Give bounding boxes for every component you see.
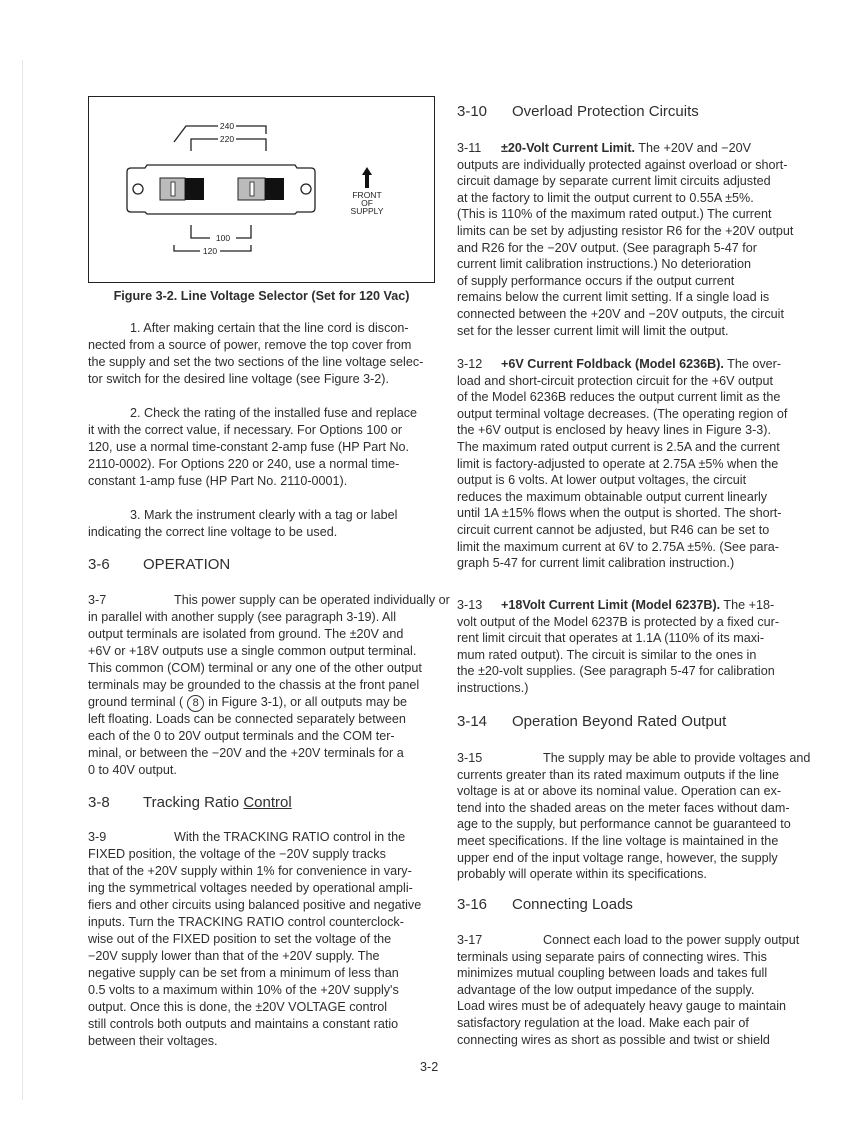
bracket-100-right xyxy=(236,225,251,238)
paragraph-line xyxy=(88,914,421,931)
paragraph-step-3 xyxy=(88,507,397,541)
paragraph-line xyxy=(457,1015,799,1032)
line-text: until 1A ±15% flows when the output is shorted. The short- xyxy=(457,506,782,521)
line-text: negative supply can be set from a minimum of less than xyxy=(88,966,399,980)
line-text: Load wires must be of adequately heavy gauge to maintain xyxy=(457,999,787,1014)
paragraph-3-7 xyxy=(88,592,450,779)
line-text: limit is factory-adjusted to operate at 2.75A ±5% when the xyxy=(457,456,779,471)
switch-section-1-dark xyxy=(185,178,204,200)
page-number: 3-2 xyxy=(420,1060,439,1074)
line-voltage-selector-diagram xyxy=(88,96,435,283)
heading-number: 3-14 xyxy=(457,713,488,730)
paragraph-line xyxy=(457,647,779,664)
line-text: set for the lesser current limit will limit the output. xyxy=(457,323,729,338)
bracket-120-right xyxy=(220,245,251,251)
line-text: still controls both outputs and maintains a constant ratio xyxy=(88,1017,399,1031)
line-text: in Figure 3-1), or all outputs may be xyxy=(208,695,407,709)
line-text: mum rated output). The circuit is similar to the ones in xyxy=(457,647,757,662)
line-text: each of the 0 to 20V output terminals and the COM ter- xyxy=(88,729,395,743)
paragraph-line xyxy=(457,866,810,883)
paragraph-number: 3-15 xyxy=(457,751,483,765)
paragraph-line xyxy=(88,354,423,371)
paragraph-line xyxy=(457,406,787,423)
paragraph-line xyxy=(457,597,779,614)
paragraph-line xyxy=(457,173,793,190)
line-text: instructions.) xyxy=(457,680,529,695)
line-text: 120, use a normal time-constant 2-amp fuse (HP Part No. xyxy=(88,440,410,454)
line-text: of supply performance occurs if the output current xyxy=(457,273,735,288)
paragraph-line xyxy=(88,626,450,643)
paragraph-line xyxy=(457,630,779,647)
line-text: With the TRACKING RATIO control in the xyxy=(174,830,406,844)
paragraph-line xyxy=(88,473,417,490)
paragraph-line xyxy=(457,456,787,473)
bracket-120-left xyxy=(174,245,200,251)
paragraph-number: 3-17 xyxy=(457,933,483,947)
paragraph-line xyxy=(88,405,417,422)
line-text: ground terminal ( xyxy=(88,695,184,709)
paragraph-line xyxy=(457,663,779,680)
paragraph-3-11 xyxy=(457,140,793,339)
paragraph-line xyxy=(88,592,450,609)
line-text: output terminals are isolated from ground. The ±20V and xyxy=(88,627,404,641)
line-text: The +20V and −20V xyxy=(635,141,752,155)
paragraph-3-12 xyxy=(457,356,787,572)
paragraph-line xyxy=(457,750,810,767)
line-text: tor switch for the desired line voltage (see Figure 3-2). xyxy=(88,372,389,386)
paragraph-line xyxy=(457,273,793,290)
label-supply: SUPPLY xyxy=(350,205,383,216)
heading-number: 3-10 xyxy=(457,103,488,120)
line-text: limits can be set by adjusting resistor R6 for the +20V output xyxy=(457,223,794,238)
line-text: indicating the correct line voltage to be used. xyxy=(88,525,338,539)
paragraph-number: 3-12 xyxy=(457,357,483,371)
line-text: The supply may be able to provide voltages and xyxy=(543,751,811,765)
paragraph-line xyxy=(457,982,799,999)
paragraph-line xyxy=(457,932,799,949)
paragraph-line xyxy=(88,524,397,541)
paragraph-line xyxy=(88,320,423,337)
line-text: connected between the +20V and −20V outputs, the circuit xyxy=(457,306,784,321)
paragraph-line xyxy=(88,965,421,982)
line-text: 1. After making certain that the line cord is discon- xyxy=(130,321,409,335)
paragraph-3-17 xyxy=(457,932,799,1048)
line-text: reduces the maximum obtainable output current linearly xyxy=(457,489,768,504)
bracket-100-left xyxy=(191,225,210,238)
heading-title: Overload Protection Circuits xyxy=(512,103,699,120)
line-text: +6V or +18V outputs use a single common output terminal. xyxy=(88,644,417,658)
paragraph-line xyxy=(88,711,450,728)
paragraph-line xyxy=(457,306,793,323)
line-text: This common (COM) terminal or any one of the other output xyxy=(88,661,422,675)
line-text: satisfactory regulation at the load. Make each pair of xyxy=(457,1015,749,1030)
paragraph-line xyxy=(457,783,810,800)
line-text: ing the symmetrical voltages needed by operational ampli- xyxy=(88,881,413,895)
paragraph-line xyxy=(457,850,810,867)
paragraph-line xyxy=(88,609,450,626)
line-text: 3. Mark the instrument clearly with a tag or label xyxy=(130,508,398,522)
paragraph-number: 3-11 xyxy=(457,141,482,155)
line-text: 2. Check the rating of the installed fuse and replace xyxy=(130,406,418,420)
figure-line-voltage-selector xyxy=(88,96,435,283)
paragraph-line xyxy=(88,371,423,388)
heading-title: OPERATION xyxy=(143,556,231,573)
line-text: 0 to 40V output. xyxy=(88,763,177,777)
paragraph-line xyxy=(457,522,787,539)
paragraph-line xyxy=(457,767,810,784)
paragraph-line xyxy=(457,356,787,373)
paragraph-line xyxy=(457,614,779,631)
label-front: FRONT xyxy=(351,189,382,200)
switch-section-2-slot xyxy=(250,182,254,196)
line-text: it with the correct value, if necessary. For Options 100 or xyxy=(88,423,403,437)
paragraph-line xyxy=(457,680,779,697)
line-text: The over- xyxy=(723,357,782,371)
paragraph-number: 3-9 xyxy=(88,830,107,844)
label-120: 120 xyxy=(202,245,217,256)
paragraph-line xyxy=(457,289,793,306)
paragraph-line xyxy=(457,800,810,817)
line-text: age to the supply, but performance cannot be guaranteed to xyxy=(457,817,791,832)
line-text: voltage is at or above its nominal value. Operation can ex- xyxy=(457,784,782,799)
paragraph-lead-title: +6V Current Foldback (Model 6236B). xyxy=(501,357,724,371)
line-text: output. Once this is done, the ±20V VOLTAGE control xyxy=(88,1000,388,1014)
line-text: wise out of the FIXED position to set the voltage of the xyxy=(88,932,392,946)
heading-3-10 xyxy=(457,103,699,120)
paragraph-line xyxy=(88,728,450,745)
line-text: the ±20-volt supplies. (See paragraph 5-47 for calibration xyxy=(457,664,775,679)
paragraph-line xyxy=(88,456,417,473)
line-text: in parallel with another supply (see paragraph 3-19). All xyxy=(88,610,397,624)
line-text: probably will operate within its specifications. xyxy=(457,867,707,882)
heading-3-14 xyxy=(457,713,726,730)
paragraph-line xyxy=(88,982,421,999)
scan-margin-line xyxy=(22,60,23,1100)
paragraph-lead-title: ±20-Volt Current Limit. xyxy=(501,141,636,155)
paragraph-line xyxy=(88,948,421,965)
line-text: current limit calibration instructions.) No deterioration xyxy=(457,257,751,272)
paragraph-line xyxy=(457,833,810,850)
paragraph-line xyxy=(457,223,793,240)
line-text: circuit damage by separate current limit circuits adjusted xyxy=(457,174,771,189)
paragraph-line xyxy=(88,897,421,914)
line-text: nected from a source of power, remove the top cover from xyxy=(88,338,412,352)
heading-3-16 xyxy=(457,896,633,913)
paragraph-step-1 xyxy=(88,320,423,388)
line-text: FIXED position, the voltage of the −20V supply tracks xyxy=(88,847,386,861)
paragraph-line xyxy=(88,745,450,762)
paragraph-line xyxy=(88,643,450,660)
line-text: −20V supply lower than that of the +20V supply. The xyxy=(88,949,380,963)
line-text: connecting wires as short as possible and twist or shield xyxy=(457,1032,770,1047)
heading-number: 3-16 xyxy=(457,896,488,913)
bracket-220-right xyxy=(236,139,266,151)
paragraph-line xyxy=(88,694,450,711)
paragraph-line xyxy=(457,539,787,556)
line-text: meet specifications. If the line voltage is maintained in the xyxy=(457,833,779,848)
callout-circle-8: 8 xyxy=(187,695,204,712)
paragraph-line xyxy=(457,140,793,157)
line-text: The maximum rated output current is 2.5A and the current xyxy=(457,439,780,454)
label-of: OF xyxy=(360,197,373,208)
paragraph-line xyxy=(88,660,450,677)
heading-3-6 xyxy=(88,556,230,573)
paragraph-line xyxy=(88,677,450,694)
figure-caption: Figure 3-2. Line Voltage Selector (Set for 120 Vac) xyxy=(113,289,410,303)
paragraph-line xyxy=(457,1032,799,1049)
paragraph-line xyxy=(88,422,417,439)
line-text: rent limit circuit that operates at 1.1A (110% of its maxi- xyxy=(457,631,765,646)
paragraph-3-13 xyxy=(457,597,779,697)
heading-number: 3-8 xyxy=(88,794,110,811)
line-text: volt output of the Model 6237B is protected by a fixed cur- xyxy=(457,614,780,629)
line-text: left floating. Loads can be connected separately between xyxy=(88,712,406,726)
paragraph-line xyxy=(88,337,423,354)
paragraph-line xyxy=(457,323,793,340)
label-240: 240 xyxy=(219,120,234,131)
paragraph-line xyxy=(88,880,421,897)
line-text: of the Model 6236B reduces the output current limit as the xyxy=(457,390,781,405)
paragraph-line xyxy=(457,373,787,390)
switch-section-2-dark xyxy=(265,178,284,200)
paragraph-3-9 xyxy=(88,829,421,1050)
line-text: the supply and set the two sections of the line voltage selec- xyxy=(88,355,424,369)
paragraph-line xyxy=(88,829,421,846)
line-text: currents greater than its rated maximum outputs if the line xyxy=(457,767,779,782)
paragraph-number: 3-13 xyxy=(457,598,483,612)
line-text: terminals using separate pairs of connecting wires. This xyxy=(457,949,767,964)
line-text: load and short-circuit protection circuit for the +6V output xyxy=(457,373,774,388)
paragraph-line xyxy=(457,190,793,207)
line-text: constant 1-amp fuse (HP Part No. 2110-0001). xyxy=(88,474,348,488)
line-text: at the factory to limit the output current to 0.55A ±5%. xyxy=(457,190,754,205)
line-text: fiers and other circuits using balanced positive and negative xyxy=(88,898,422,912)
line-text: Connect each load to the power supply output xyxy=(543,933,800,947)
line-text: minimizes mutual coupling between loads and takes full xyxy=(457,966,768,981)
line-text: outputs are individually protected against overload or short- xyxy=(457,157,788,172)
heading-title-underlined: Control xyxy=(243,794,292,811)
heading-title: Connecting Loads xyxy=(512,896,633,913)
paragraph-line xyxy=(457,422,787,439)
paragraph-line xyxy=(457,389,787,406)
line-text: 0.5 volts to a maximum within 10% of the +20V supply's xyxy=(88,983,399,997)
paragraph-line xyxy=(457,439,787,456)
line-text: circuit current cannot be adjusted, but R46 can be set to xyxy=(457,522,770,537)
heading-number: 3-6 xyxy=(88,556,110,573)
paragraph-number: 3-7 xyxy=(88,593,107,607)
paragraph-line xyxy=(88,846,421,863)
line-text: The +18- xyxy=(720,598,775,612)
heading-title: Operation Beyond Rated Output xyxy=(512,713,727,730)
paragraph-line xyxy=(457,555,787,572)
paragraph-line xyxy=(88,507,397,524)
paragraph-line xyxy=(457,157,793,174)
paragraph-line xyxy=(457,240,793,257)
line-text: that of the +20V supply within 1% for convenience in vary- xyxy=(88,864,412,878)
paragraph-line xyxy=(88,931,421,948)
line-text: (This is 110% of the maximum rated output.) The current xyxy=(457,207,772,222)
heading-title: Tracking Ratio xyxy=(143,794,244,811)
paragraph-line xyxy=(88,863,421,880)
paragraph-line xyxy=(88,1033,421,1050)
line-text: terminals may be grounded to the chassis at the front panel xyxy=(88,678,420,692)
paragraph-line xyxy=(457,505,787,522)
line-text: advantage of the low output impedance of the supply. xyxy=(457,982,755,997)
line-text: minal, or between the −20V and the +20V terminals for a xyxy=(88,746,404,760)
line-text: between their voltages. xyxy=(88,1034,218,1048)
arrow-up-icon xyxy=(362,167,372,188)
line-text: 2110-0002). For Options 220 or 240, use a normal time- xyxy=(88,457,400,471)
line-text: This power supply can be operated individually or xyxy=(174,593,450,607)
line-text: inputs. Turn the TRACKING RATIO control counterclock- xyxy=(88,915,404,929)
paragraph-lead-title: +18Volt Current Limit (Model 6237B). xyxy=(501,598,721,612)
line-text: limit the maximum current at 6V to 2.75A ±5%. (See para- xyxy=(457,539,779,554)
mounting-hole-left xyxy=(133,184,143,194)
line-text: and R26 for the −20V output. (See paragraph 5-47 for xyxy=(457,240,758,255)
paragraph-line xyxy=(457,965,799,982)
paragraph-line xyxy=(88,999,421,1016)
label-220: 220 xyxy=(219,133,234,144)
mounting-hole-right xyxy=(301,184,311,194)
line-text: graph 5-47 for current limit calibration instruction.) xyxy=(457,556,735,571)
paragraph-line xyxy=(88,762,450,779)
paragraph-line xyxy=(457,489,787,506)
paragraph-line xyxy=(457,998,799,1015)
line-text: upper end of the input voltage range, however, the supply xyxy=(457,850,778,865)
paragraph-line xyxy=(88,439,417,456)
paragraph-line xyxy=(457,472,787,489)
paragraph-line xyxy=(88,1016,421,1033)
paragraph-line xyxy=(457,206,793,223)
line-text: the +6V output is enclosed by heavy lines in Figure 3-3). xyxy=(457,423,771,438)
line-text: remains below the current limit setting. If a single load is xyxy=(457,290,770,305)
heading-3-8 xyxy=(88,794,292,811)
bracket-240-right xyxy=(236,126,266,134)
line-text: tend into the shaded areas on the meter faces without dam- xyxy=(457,800,790,815)
paragraph-line xyxy=(457,949,799,966)
switch-plate xyxy=(127,165,315,214)
label-100: 100 xyxy=(215,232,230,243)
paragraph-3-15 xyxy=(457,750,810,883)
bracket-220-left xyxy=(191,139,218,151)
line-text: output is 6 volts. At lower output voltages, the circuit xyxy=(457,473,747,488)
paragraph-line xyxy=(457,256,793,273)
paragraph-line xyxy=(457,816,810,833)
paragraph-step-2 xyxy=(88,405,417,490)
switch-section-1-slot xyxy=(171,182,175,196)
line-text: output terminal voltage decreases. (The operating region of xyxy=(457,406,788,421)
